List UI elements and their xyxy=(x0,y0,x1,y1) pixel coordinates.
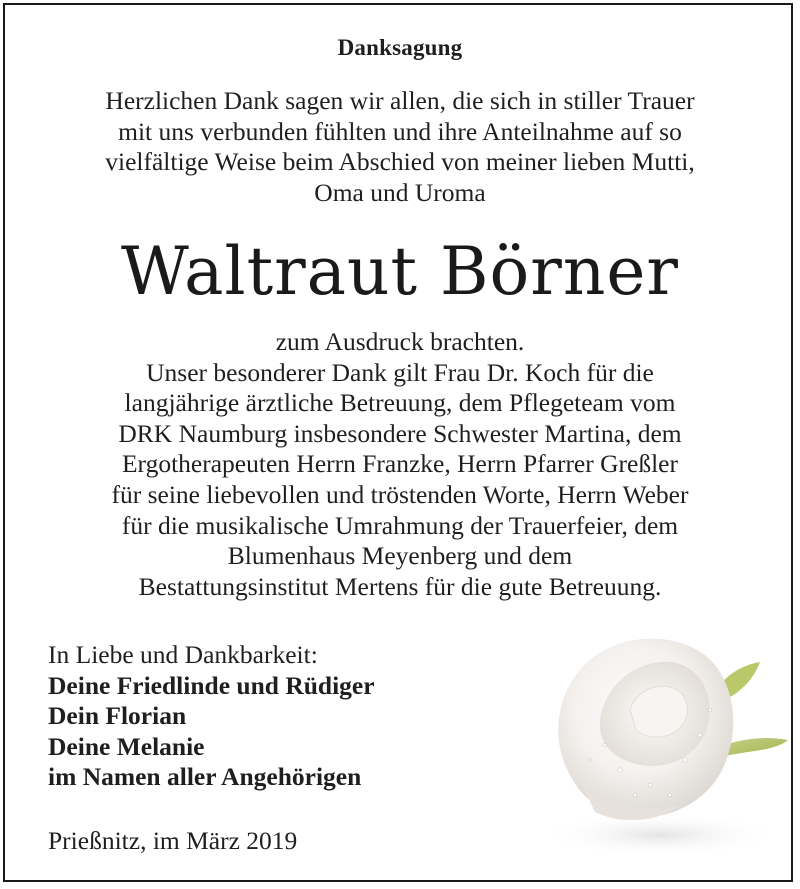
body-line: für die musikalische Umrahmung der Trauerfeier, dem xyxy=(121,510,679,540)
deceased-name: Waltraut Börner xyxy=(121,233,679,310)
signatory: im Namen aller Angehörigen xyxy=(48,762,362,791)
body-line: langjährige ärztliche Betreuung, dem Pflegeteam vom xyxy=(124,388,676,418)
body-line: für seine liebevollen und tröstenden Worte, Herrn Weber xyxy=(111,479,689,509)
body-text xyxy=(40,327,760,602)
notice-heading: Danksagung xyxy=(337,35,463,60)
body-line: Unser besonderer Dank gilt Frau Dr. Koch für die xyxy=(146,357,654,387)
white-rose-image xyxy=(510,600,796,865)
intro-line: Oma und Uroma xyxy=(314,177,486,207)
body-line: Ergotherapeuten Herrn Franzke, Herrn Pfarrer Greßler xyxy=(121,449,678,479)
closing-intro: In Liebe und Dankbarkeit: xyxy=(48,640,318,669)
intro-line: mit uns verbunden fühlten und ihre Anteilnahme auf so xyxy=(118,116,682,146)
body-line: DRK Naumburg insbesondere Schwester Martina, dem xyxy=(118,418,682,448)
rose-shadow xyxy=(540,813,780,857)
body-line: zum Ausdruck brachten. xyxy=(275,327,525,356)
signatory: Dein Florian xyxy=(48,701,187,730)
intro-text xyxy=(40,86,760,208)
signatory: Deine Friedlinde und Rüdiger xyxy=(48,670,375,700)
closing-block xyxy=(48,640,375,793)
place-date: Prießnitz, im März 2019 xyxy=(48,826,298,855)
intro-line: vielfältige Weise beim Abschied von meiner lieben Mutti, xyxy=(105,147,695,176)
intro-line: Herzlichen Dank sagen wir allen, die sich in stiller Trauer xyxy=(105,86,695,115)
body-line: Bestattungsinstitut Mertens für die gute Betreuung. xyxy=(138,571,662,601)
body-line: Blumenhaus Meyenberg und dem xyxy=(227,541,573,571)
signatory: Deine Melanie xyxy=(48,731,205,761)
